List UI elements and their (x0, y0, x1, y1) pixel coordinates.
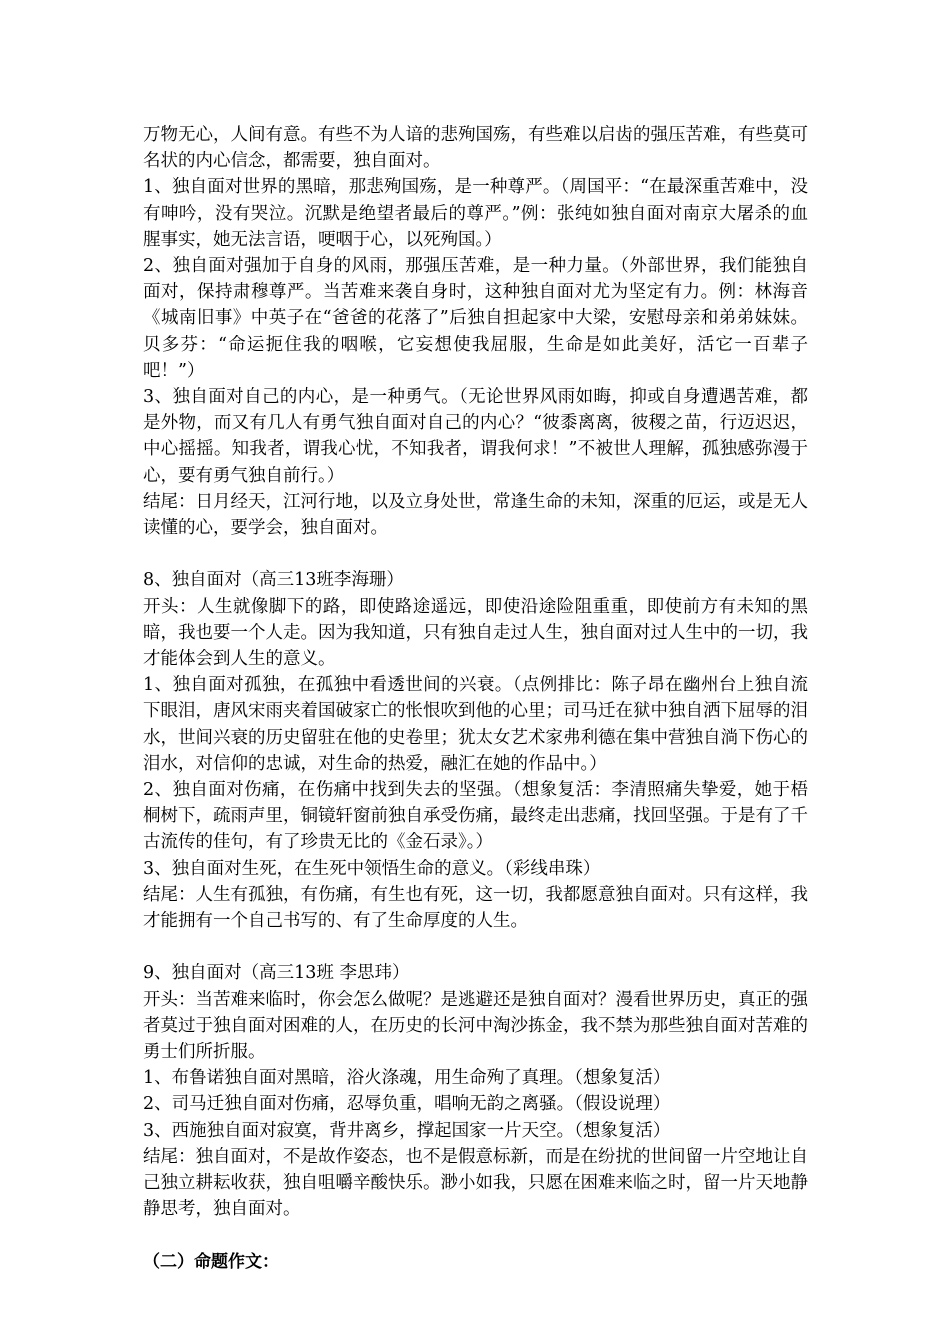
essay7-ending: 结尾：日月经天，江河行地，以及立身处世，常逢生命的未知，深重的厄运，或是无人读懂的心，要学会，独自面对。 (143, 491, 808, 539)
essay9-ending: 结尾：独自面对，不是故作姿态，也不是假意标新，而是在纷扰的世间留一片空地让自己独立耕耘收获，独自咀嚼辛酸快乐。渺小如我，只愿在困难来临之时，留一片天地静静思考，独自面对。 (143, 1146, 808, 1220)
essay8-title: 8、独自面对（高三13班李海珊） (143, 570, 404, 591)
document-body (143, 122, 808, 1275)
essay9-point-1: 1、布鲁诺独自面对黑暗，浴火涤魂，用生命殉了真理。（想象复活） (143, 1068, 671, 1089)
intro-paragraph: 万物无心，人间有意。有些不为人谙的悲殉国殇，有些难以启齿的强压苦难，有些莫可名状的内心信念，都需要，独自面对。 (143, 125, 808, 172)
spacer (143, 541, 808, 567)
essay8-point-3: 3、独自面对生死，在生死中领悟生命的意义。（彩线串珠） (143, 858, 601, 879)
essay8-opening: 开头：人生就像脚下的路，即使路途遥远，即使沿途险阻重重，即使前方有未知的黑暗，我也要一个人走。因为我知道，只有独自走过人生，独自面对过人生中的一切，我才能体会到人生的意义。 (143, 596, 808, 670)
essay7-point-1: 1、独自面对世界的黑暗，那悲殉国殇，是一种尊严。（周国平：“在最深重苦难中，没有呻吟，没有哭泣。沉默是绝望者最后的尊严。”例：张纯如独自面对南京大屠杀的血腥事实，她无法言语，哽咽于心，以死殉国。） (143, 177, 808, 250)
essay7-point-2: 2、独自面对强加于自身的风雨，那强压苦难，是一种力量。（外部世界，我们能独自面对，保持肃穆尊严。当苦难来袭自身时，这种独自面对尤为坚定有力。例：林海音《城南旧事》中英子在“爸爸的花落了”后独自担起家中大梁，安慰母亲和弟弟妹妹。贝多芬：“命运扼住我的咽喉，它妄想使我屈服，生命是如此美好，活它一百辈子吧！”） (143, 256, 808, 381)
section-heading: （二）命题作文： (143, 1251, 279, 1272)
essay9-point-2: 2、司马迁独自面对伤痛，忍辱负重，唱响无韵之离骚。（假设说理） (143, 1094, 671, 1115)
spacer (143, 934, 808, 960)
essay8-point-1: 1、独自面对孤独，在孤独中看透世间的兴衰。（点例排比：陈子昂在幽州台上独自流下眼泪，唐风宋雨夹着国破家亡的怅恨吹到他的心里；司马迁在狱中独自洒下屈辱的泪水，世间兴衰的历史留驻在他的史卷里；犹太女艺术家弗利德在集中营独自淌下伤心的泪水，对信仰的忠诚，对生命的热爱，融汇在她的作品中。） (143, 675, 808, 774)
essay8-point-2: 2、独自面对伤痛，在伤痛中找到失去的坚强。（想象复活：李清照痛失挚爱，她于梧桐树下，疏雨声里，铜镜轩窗前独自承受伤痛，最终走出悲痛，找回坚强。于是有了千古流传的佳句，有了珍贵无比的《金石录》。） (143, 780, 808, 853)
essay9-opening: 开头：当苦难来临时，你会怎么做呢？是逃避还是独自面对？漫看世界历史，真正的强者莫过于独自面对困难的人，在历史的长河中淘沙拣金，我不禁为那些独自面对苦难的勇士们所折服。 (143, 989, 808, 1063)
essay9-point-3: 3、西施独自面对寂寞，背井离乡，撑起国家一片天空。（想象复活） (143, 1120, 671, 1141)
essay8-ending: 结尾：人生有孤独，有伤痛，有生也有死，这一切，我都愿意独自面对。只有这样，我才能拥有一个自己书写的、有了生命厚度的人生。 (143, 884, 808, 932)
essay9-title: 9、独自面对（高三13班 李思玮） (143, 963, 410, 984)
spacer (143, 1223, 808, 1249)
essay7-point-3: 3、独自面对自己的内心，是一种勇气。（无论世界风雨如晦，抑或自身遭遇苦难，都是外物，而又有几人有勇气独自面对自己的内心？“彼黍离离，彼稷之苗，行迈迟迟，中心摇摇。知我者，谓我心忧，不知我者，谓我何求！”不被世人理解，孤独感弥漫于心，要有勇气独自前行。） (143, 387, 808, 486)
